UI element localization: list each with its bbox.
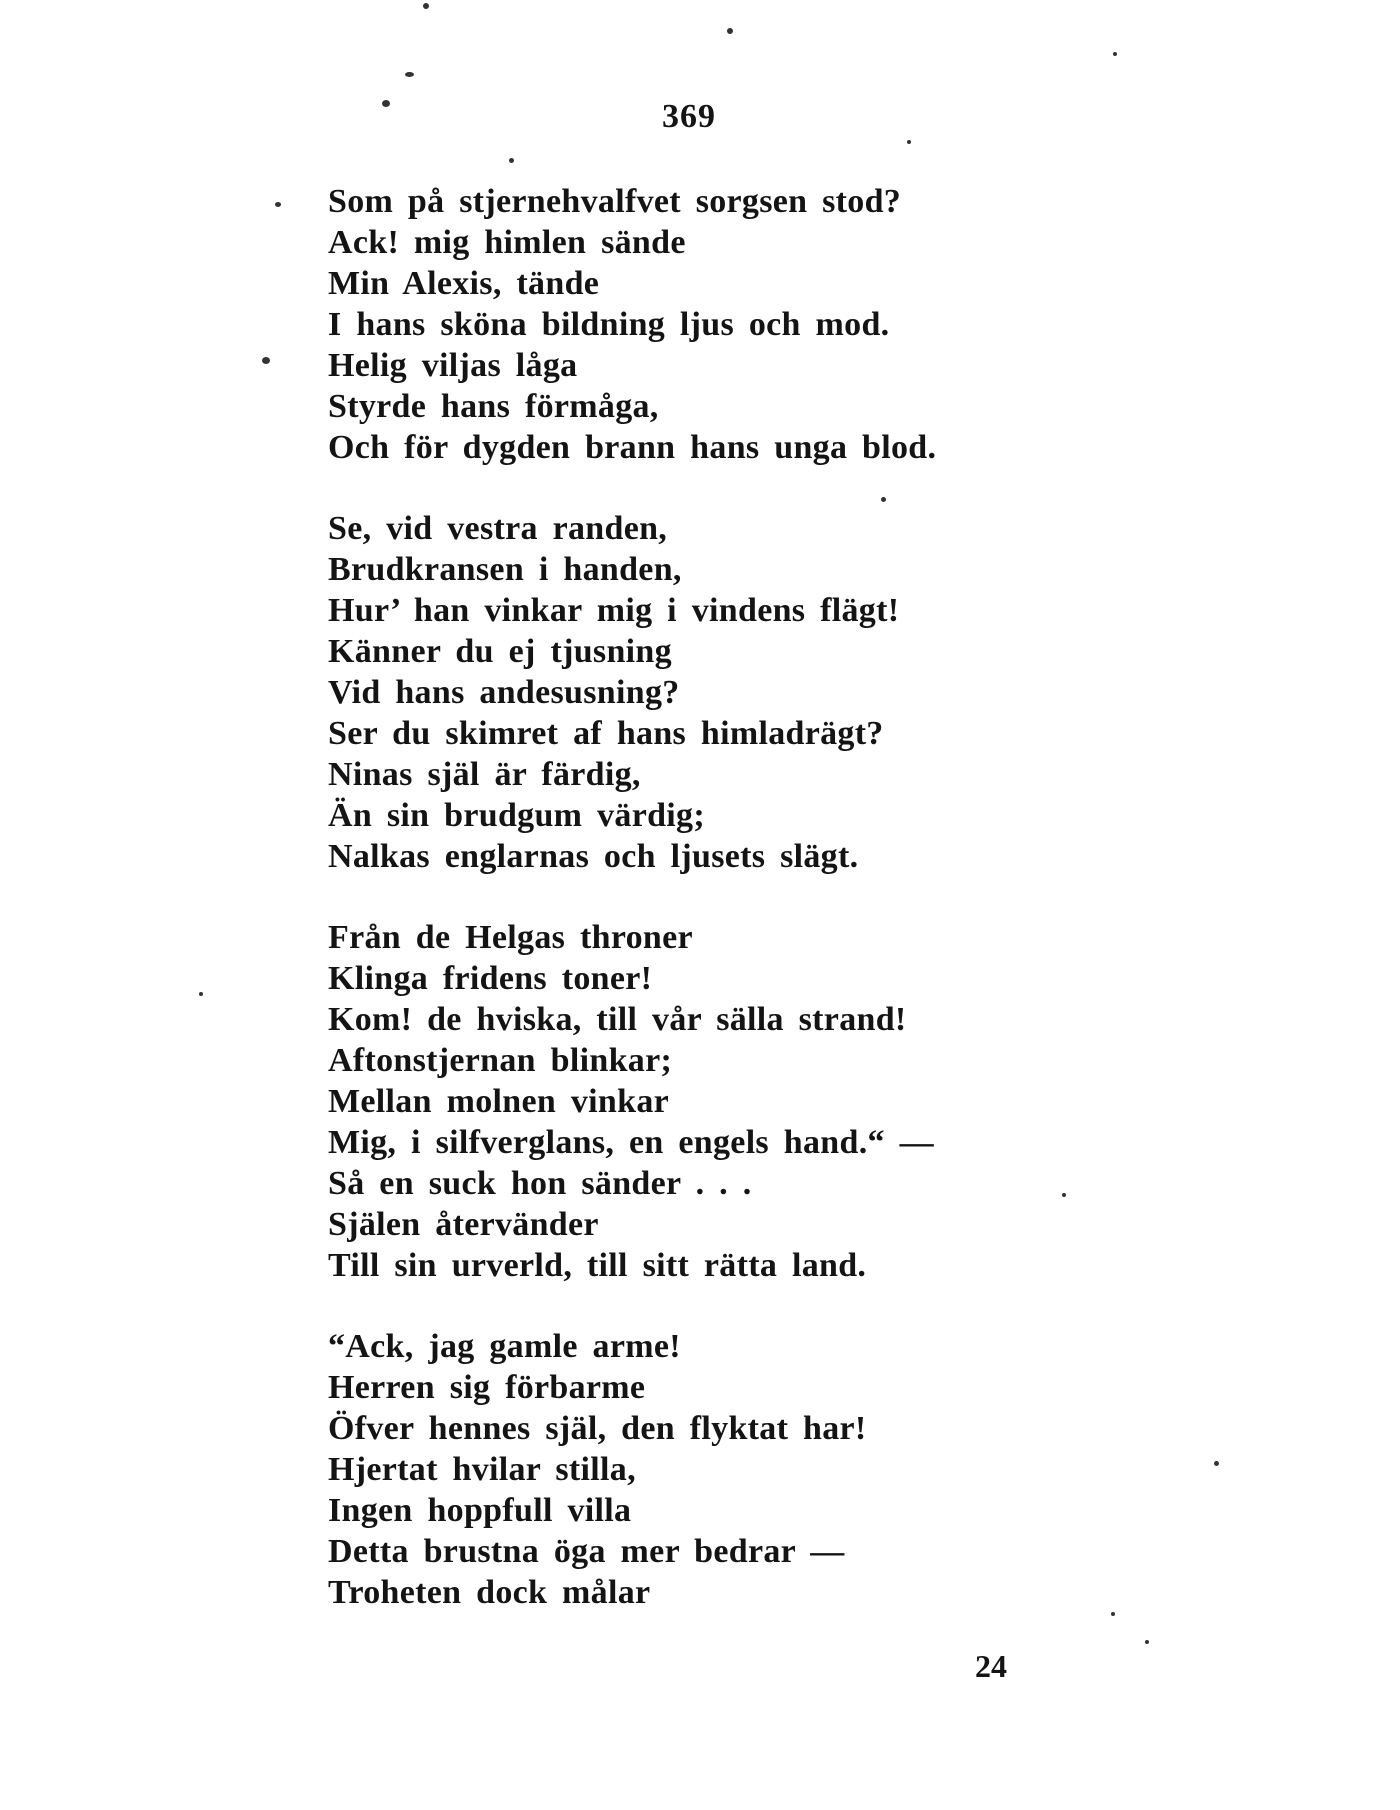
print-speck <box>405 72 414 77</box>
poem-line: Vid hans andesusning? <box>328 674 680 711</box>
print-speck <box>423 3 429 9</box>
print-speck <box>1062 1193 1066 1197</box>
poem-line: Ingen hoppfull villa <box>328 1492 632 1529</box>
poem-line: Kom! de hviska, till vår sälla strand! <box>328 1001 907 1038</box>
poem-line: Ninas själ är färdig, <box>328 756 641 793</box>
poem-line: I hans sköna bildning ljus och mod. <box>328 306 890 343</box>
print-speck <box>1111 1612 1115 1616</box>
poem-line: Detta brustna öga mer bedrar — <box>328 1533 845 1570</box>
poem-line: Så en suck hon sänder . . . <box>328 1165 752 1202</box>
poem-line: Till sin urverld, till sitt rätta land. <box>328 1247 867 1284</box>
poem-line: Från de Helgas throner <box>328 919 693 956</box>
poem-line: Nalkas englarnas och ljusets slägt. <box>328 838 859 875</box>
poem-line: Brudkransen i handen, <box>328 551 682 588</box>
poem-line: Aftonstjernan blinkar; <box>328 1042 673 1079</box>
poem-line: Än sin brudgum värdig; <box>328 797 705 834</box>
poem-line: Mig, i silfverglans, en engels hand.“ — <box>328 1124 934 1161</box>
stanza-1 <box>328 181 1228 468</box>
poem-line: “Ack, jag gamle arme! <box>328 1328 681 1365</box>
poem-line: Helig viljas låga <box>328 347 578 384</box>
stanza-2 <box>328 508 1228 877</box>
poem-line: Hjertat hvilar stilla, <box>328 1451 636 1488</box>
print-speck <box>1113 52 1117 56</box>
poem-line: Ack! mig himlen sände <box>328 224 686 261</box>
print-speck <box>881 497 886 502</box>
print-speck <box>907 140 911 144</box>
print-speck <box>199 992 203 996</box>
print-speck <box>382 100 390 107</box>
poem-line: Som på stjernehvalfvet sorgsen stod? <box>328 183 902 220</box>
poem <box>328 181 1228 1613</box>
poem-line: Och för dygden brann hans unga blod. <box>328 429 937 466</box>
print-speck <box>509 158 514 163</box>
poem-line: Troheten dock målar <box>328 1574 651 1611</box>
print-speck <box>1214 1461 1219 1466</box>
stanza-3 <box>328 917 1228 1286</box>
poem-line: Klinga fridens toner! <box>328 960 653 997</box>
poem-line: Själen återvänder <box>328 1206 599 1243</box>
page-number: 369 <box>662 98 716 135</box>
print-speck <box>1145 1640 1149 1644</box>
poem-line: Öfver hennes själ, den flyktat har! <box>328 1410 867 1447</box>
poem-line: Hur’ han vinkar mig i vindens flägt! <box>328 592 900 629</box>
poem-line: Herren sig förbarme <box>328 1369 646 1406</box>
signature-mark: 24 <box>975 1648 1007 1684</box>
poem-line: Se, vid vestra randen, <box>328 510 668 547</box>
print-speck <box>727 28 733 34</box>
poem-line: Känner du ej tjusning <box>328 633 672 670</box>
print-speck <box>275 202 281 207</box>
poem-line: Ser du skimret af hans himladrägt? <box>328 715 884 752</box>
stanza-4 <box>328 1326 1228 1613</box>
poem-line: Mellan molnen vinkar <box>328 1083 670 1120</box>
poem-line: Min Alexis, tände <box>328 265 600 302</box>
print-speck <box>262 357 270 364</box>
poem-line: Styrde hans förmåga, <box>328 388 659 425</box>
